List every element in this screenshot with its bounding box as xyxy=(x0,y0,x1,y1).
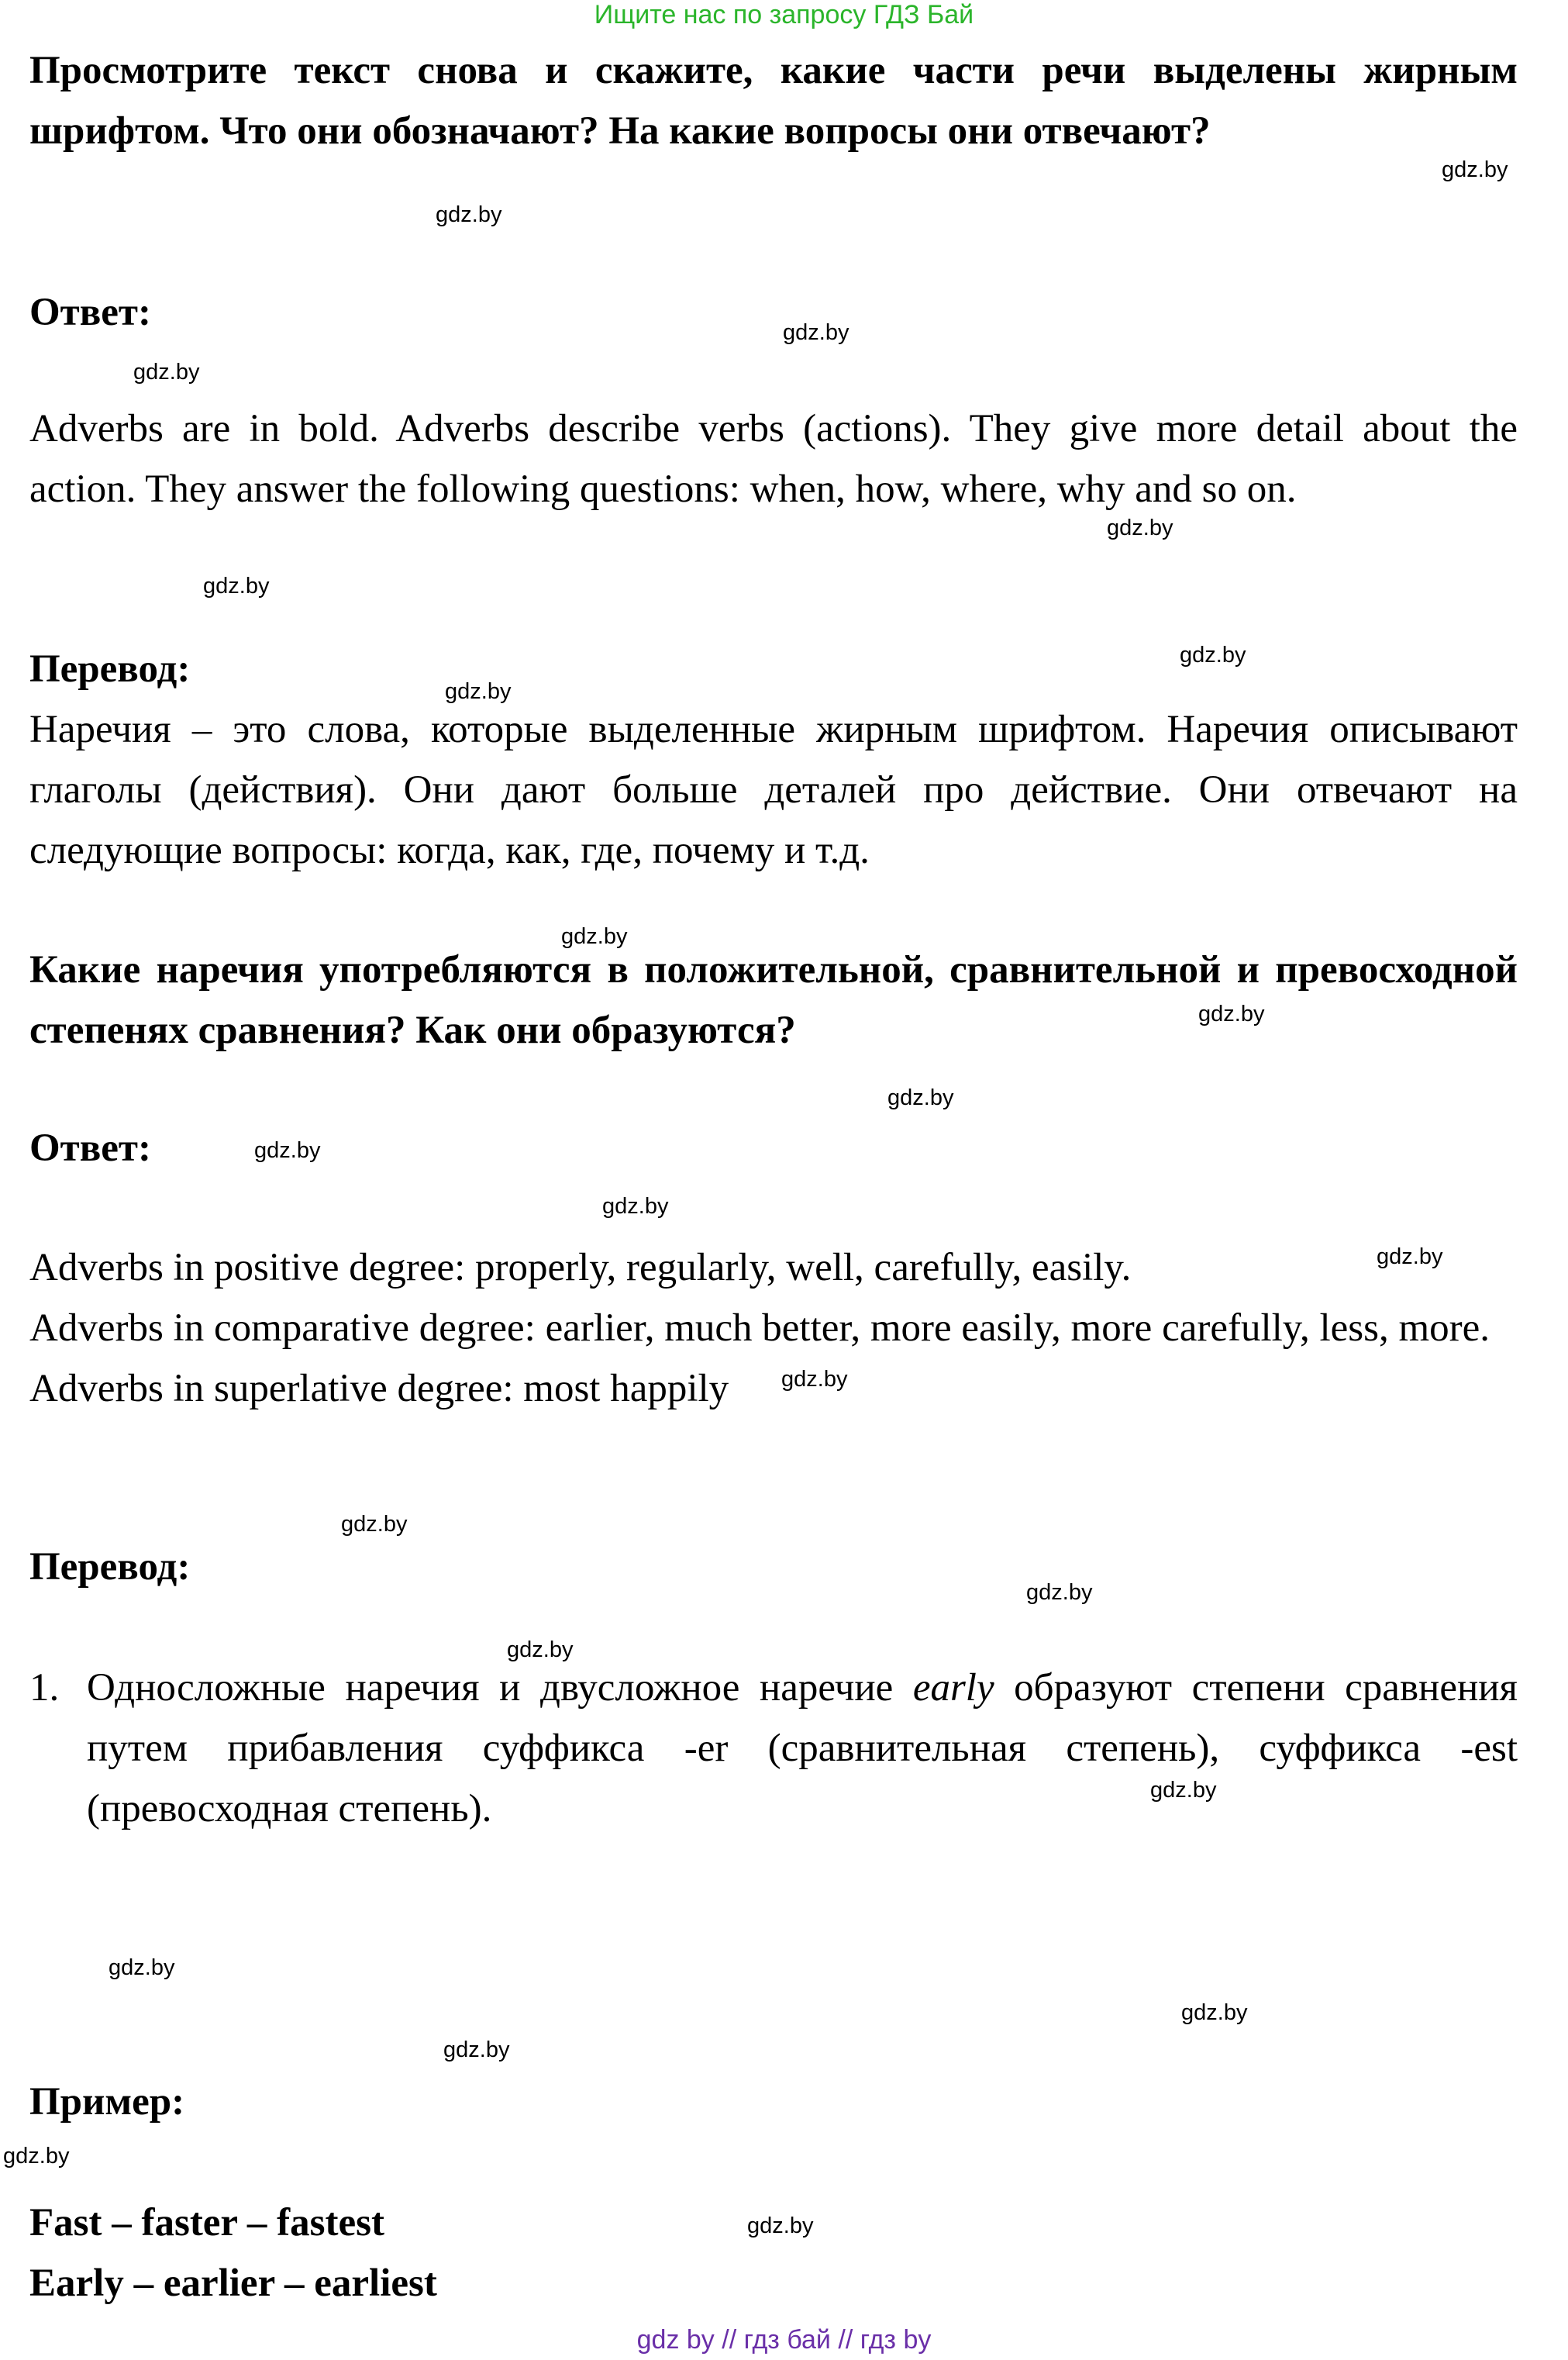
watermark: gdz.by xyxy=(561,924,628,949)
watermark: gdz.by xyxy=(747,2213,814,2238)
list-item xyxy=(29,1658,1518,1839)
watermark: gdz.by xyxy=(445,679,512,704)
watermark: gdz.by xyxy=(1198,1002,1265,1026)
bottom-links[interactable]: gdz by // гдз бай // гдз by xyxy=(636,2325,932,2355)
answer-line: Adverbs in superlative degree: most happily xyxy=(29,1367,729,1410)
example-line: Early – earlier – earliest xyxy=(29,2262,437,2305)
question-2: Какие наречия употребляются в положительной, сравнительной и превосходной степенях сравнения? Как они образуются? xyxy=(29,948,1518,1052)
translation-label-2: Перевод: xyxy=(29,1545,191,1589)
watermark: gdz.by xyxy=(443,2037,510,2062)
answer-label-1: Ответ: xyxy=(29,291,151,334)
example-line: Fast – faster – fastest xyxy=(29,2201,384,2244)
watermark: gdz.by xyxy=(109,1955,175,1980)
question-1: Просмотрите текст снова и скажите, какие части речи выделены жирным шрифтом. Что они обозначают? На какие вопросы они отвечают? xyxy=(29,49,1518,153)
watermark: gdz.by xyxy=(1442,157,1508,182)
watermark: gdz.by xyxy=(133,360,200,385)
watermark: gdz.by xyxy=(203,574,270,599)
examples xyxy=(29,2193,1518,2313)
watermark: gdz.by xyxy=(254,1138,321,1163)
answer-line: Adverbs in positive degree: properly, regularly, well, carefully, easily. xyxy=(29,1246,1132,1289)
top-search-link[interactable]: Ищите нас по запросу ГДЗ Бай xyxy=(594,0,974,29)
answer-label-2: Ответ: xyxy=(29,1127,151,1170)
watermark: gdz.by xyxy=(781,1367,848,1392)
answer-lines-2 xyxy=(29,1237,1518,1419)
watermark: gdz.by xyxy=(1377,1244,1443,1269)
watermark: gdz.by xyxy=(887,1085,954,1110)
list-number: 1. xyxy=(29,1666,60,1710)
example-label: Пример: xyxy=(29,2080,185,2124)
watermark: gdz.by xyxy=(1181,2000,1248,2025)
watermark: gdz.by xyxy=(1107,516,1173,540)
watermark: gdz.by xyxy=(341,1512,408,1537)
translation-text-1: Наречия – это слова, которые выделенные жирным шрифтом. Наречия описывают глаголы (действия). Они дают больше деталей про действие. Они отвечают на следующие вопросы: когда, как, где, почему и т.д. xyxy=(29,708,1518,872)
watermark: gdz.by xyxy=(1180,643,1246,668)
watermark: gdz.by xyxy=(3,2144,70,2169)
watermark: gdz.by xyxy=(436,202,502,227)
translation-label-1: Перевод: xyxy=(29,647,191,691)
list-text: Односложные наречия и двусложное наречие early образуют степени сравнения путем прибавления суффикса -er (сравнительная степень), суффикса -est (превосходная степень). xyxy=(87,1666,1518,1830)
watermark: gdz.by xyxy=(783,320,849,345)
watermark: gdz.by xyxy=(1026,1580,1093,1605)
watermark: gdz.by xyxy=(1150,1778,1217,1803)
watermark: gdz.by xyxy=(602,1194,669,1219)
italic-word: early xyxy=(912,1666,994,1710)
answer-line: Adverbs in comparative degree: earlier, much better, more easily, more carefully, less, more. xyxy=(29,1306,1490,1350)
watermark: gdz.by xyxy=(507,1637,574,1662)
answer-text-1: Adverbs are in bold. Adverbs describe verbs (actions). They give more detail about the action. They answer the following questions: when, how, where, why and so on. xyxy=(29,407,1518,511)
